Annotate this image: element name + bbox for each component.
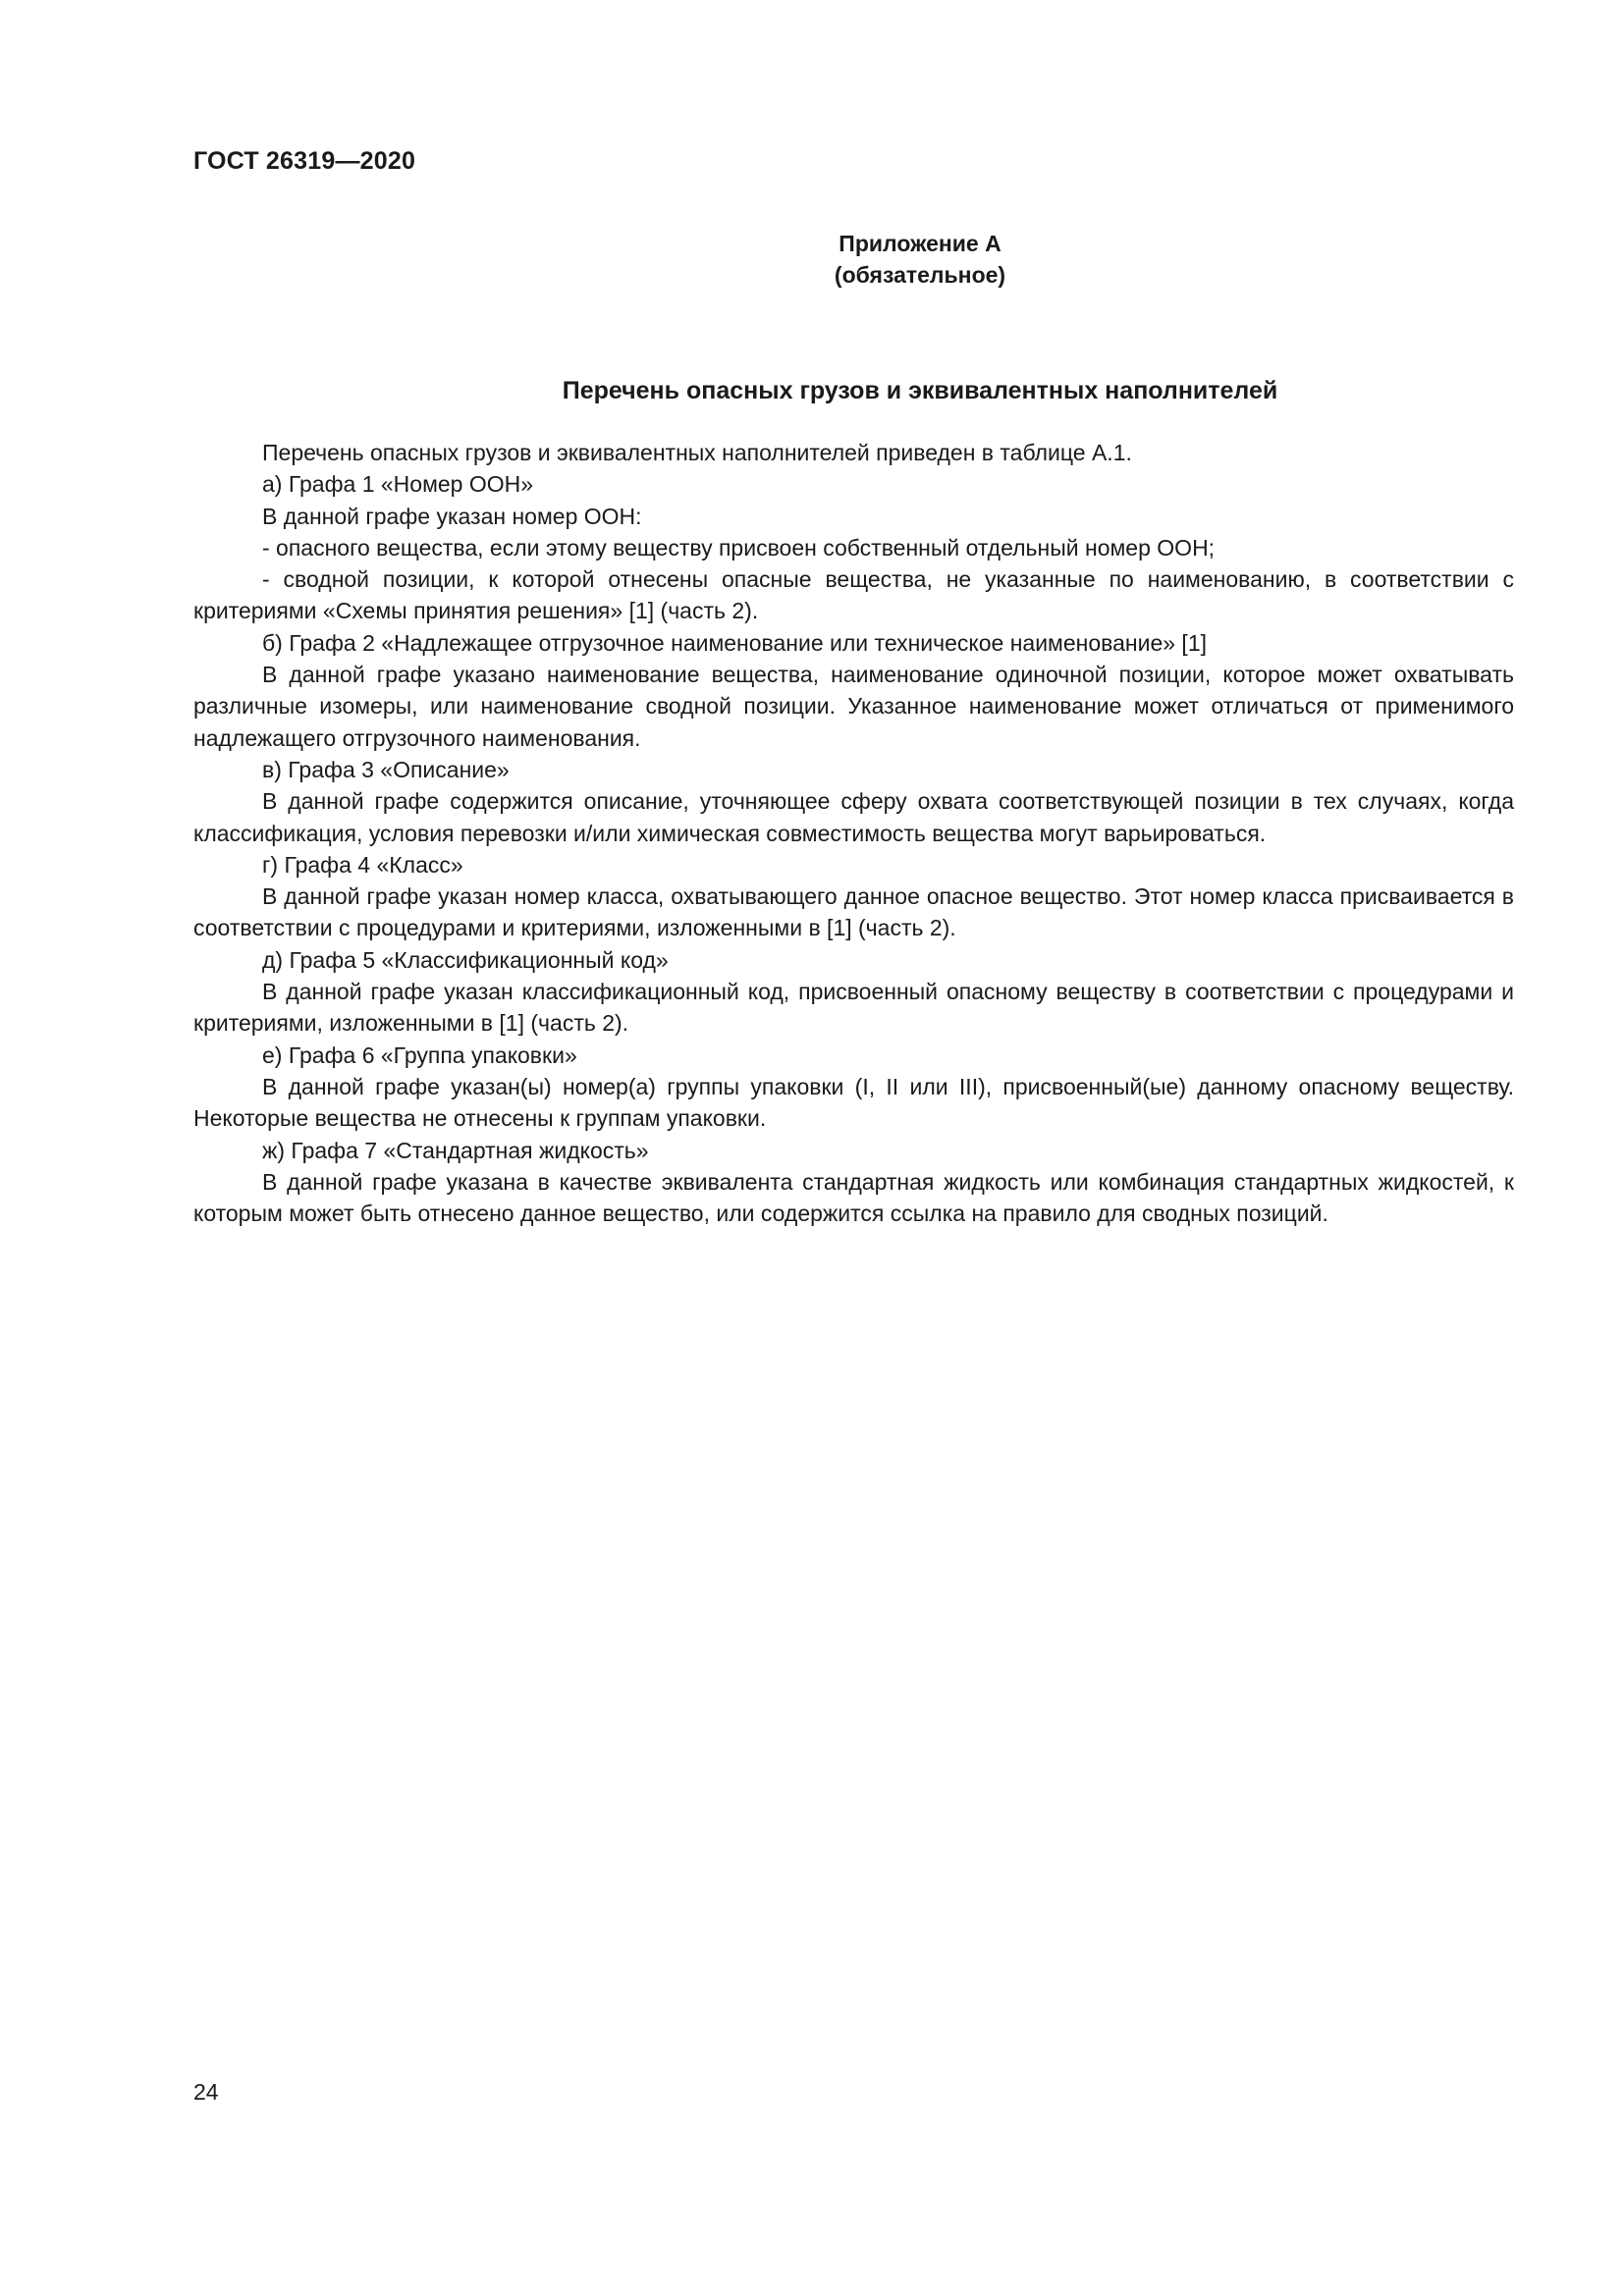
paragraph: В данной графе содержится описание, уточняющее сферу охвата соответствующей позиции в тех случаях, когда классификация, условия перевозки и/или химическая совместимость вещества могут варьироваться. xyxy=(193,788,1514,846)
section-title: Перечень опасных грузов и эквивалентных наполнителей xyxy=(562,377,1278,404)
item-heading-v: в) Графа 3 «Описание» xyxy=(262,756,510,782)
appendix-status: (обязательное) xyxy=(834,262,1006,288)
paragraph: В данной графе указан(ы) номер(а) группы упаковки (I, II или III), присвоенный(ые) данному опасному веществу. Некоторые вещества не отнесены к группам упаковки. xyxy=(193,1073,1514,1132)
standard-code-header: ГОСТ 26319—2020 xyxy=(193,147,416,175)
paragraph: В данной графе указан номер класса, охватывающего данное опасное вещество. Этот номер класса присваивается в соответствии с процедурами и критериями, изложенными в [1] (часть 2). xyxy=(193,883,1514,941)
paragraph: В данной графе указан номер ООН: xyxy=(262,503,642,529)
item-heading-b: б) Графа 2 «Надлежащее отгрузочное наименование или техническое наименование» [1] xyxy=(262,629,1208,656)
appendix-heading xyxy=(0,228,1624,291)
item-heading-e: е) Графа 6 «Группа упаковки» xyxy=(262,1041,577,1068)
item-heading-zh: ж) Графа 7 «Стандартная жидкость» xyxy=(262,1137,649,1163)
appendix-title: Приложение А xyxy=(839,231,1001,256)
page-number: 24 xyxy=(193,2079,219,2105)
document-body xyxy=(193,437,1514,1229)
paragraph-intro: Перечень опасных грузов и эквивалентных наполнителей приведен в таблице А.1. xyxy=(262,440,1132,465)
list-item: - сводной позиции, к которой отнесены опасные вещества, не указанные по наименованию, в соответствии с критериями «Схемы принятия решения» [1] (часть 2). xyxy=(193,566,1514,624)
list-item: - опасного вещества, если этому веществу присвоен собственный отдельный номер ООН; xyxy=(262,534,1216,561)
item-heading-a: а) Графа 1 «Номер ООН» xyxy=(262,471,534,498)
item-heading-g: г) Графа 4 «Класс» xyxy=(262,851,463,878)
paragraph: В данной графе указан классификационный код, присвоенный опасному веществу в соответствии с процедурами и критериями, изложенными в [1] (часть 2). xyxy=(193,979,1514,1037)
item-heading-d: д) Графа 5 «Классификационный код» xyxy=(262,946,669,973)
paragraph: В данной графе указано наименование вещества, наименование одиночной позиции, которое может охватывать различные изомеры, или наименование сводной позиции. Указанное наименование может отличаться от применимого надлежащего отгрузочного наименования. xyxy=(193,662,1514,751)
paragraph: В данной графе указана в качестве эквивалента стандартная жидкость или комбинация стандартных жидкостей, к которым может быть отнесено данное вещество, или содержится ссылка на правило для сводных позиций. xyxy=(193,1168,1514,1227)
